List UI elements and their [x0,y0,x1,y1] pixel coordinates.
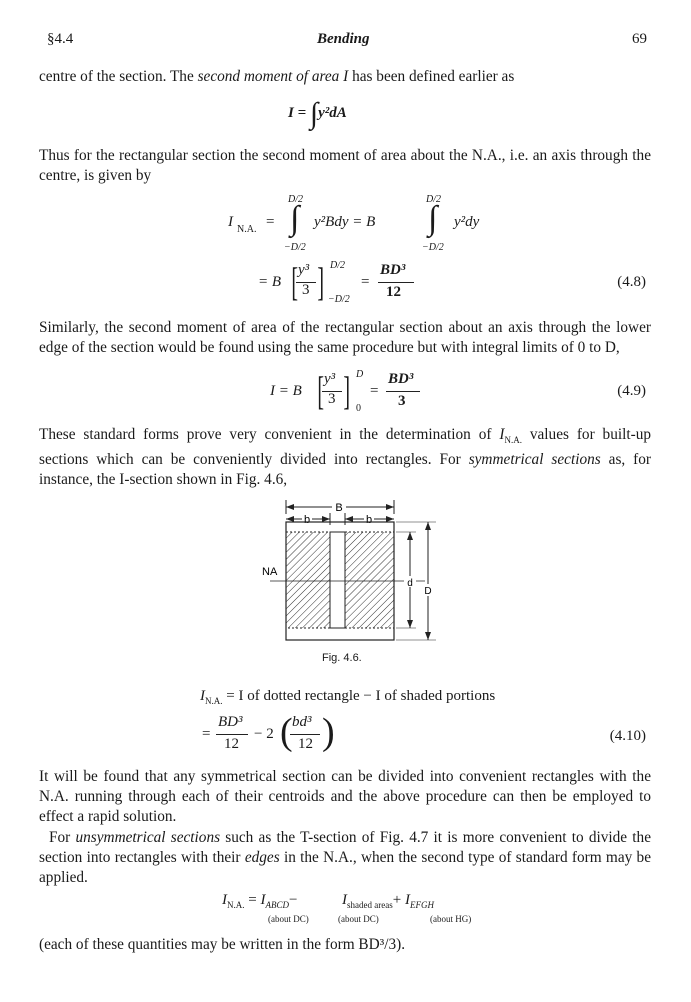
equation-number-4-8: (4.8) [617,274,646,290]
figure-caption: Fig. 4.6. [322,652,362,664]
integrand-1: y²Bdy = B [314,214,376,230]
label-B: B [335,502,343,514]
i-na: I [200,688,205,704]
shaded-portion-left [286,532,330,628]
equation-second-moment [288,97,347,131]
i-na-sub: N.A. [237,224,257,235]
plus: + [392,892,402,908]
paragraph-rect: Thus for the rectangular section the second moment of area about the N.A., i.e. an axis through the centre, is given by [39,147,651,184]
equation-number-4-10: (4.10) [609,728,646,744]
emphasis: symmetrical sections [468,451,601,469]
term1-den: 12 [224,736,239,752]
minus-two: − 2 [254,726,274,742]
dimension-b-right [345,513,394,526]
eq-rest: = I of dotted rectangle − I of shaded portions [226,688,496,704]
i-abcd-sub: ABCD [265,900,289,910]
i-na-sub: N.A. [205,696,223,706]
upper-limit: D/2 [330,260,345,271]
shaded-portion-right [345,532,394,628]
label-NA: NA [262,566,278,578]
running-title: Bending [317,31,370,47]
note-about-dc-2: (about DC) [338,914,379,924]
result-den: 3 [398,393,406,409]
emphasis: edges [244,849,280,866]
frac-den: 3 [302,282,310,298]
text: These standard forms prove very convenient in the determination of [39,426,500,443]
paragraph-symmetric: It will be found that any symmetrical section can be divided into convenient rectangles with the N.A. running through each of their centroids and the above procedure can then be employed to effect a rapid solution. [39,768,651,825]
dimension-d [396,532,416,628]
dimension-b-left [286,513,330,526]
dimension-B [286,500,394,514]
bracket-left: [ [317,368,324,413]
equals: = [370,383,379,399]
paragraph-closing: (each of these quantities may be written in the form BD³/3). [39,936,406,953]
equation-unsymmetric [222,892,522,928]
i-na: I [499,426,505,443]
bracket-right: ] [343,368,350,413]
integrand-2: y²dy [454,214,480,230]
text: For [49,829,76,846]
minus: − [288,892,298,908]
bracket-left: [ [291,259,298,304]
lower-limit: −D/2 [422,242,444,253]
upper-limit: D [356,369,364,380]
integral-sign: ∫ [290,200,300,237]
lower-limit: −D/2 [328,294,350,305]
bracket-right: ] [317,259,324,304]
equation-4-9 [270,368,420,415]
frac-den: 3 [328,391,336,407]
section-number: §4.4 [47,31,74,47]
frac-num: y³ [298,262,310,278]
paren-left: ( [280,711,293,753]
term2-den: 12 [298,736,313,752]
frac-num: y³ [324,371,336,387]
integral-sign: ∫ [309,97,319,130]
paragraph-unsymmetric [39,828,651,888]
i-na-sub: N.A. [504,435,522,446]
label-D: D [424,586,432,597]
lower-limit: −D/2 [284,242,306,253]
emphasis: unsymmetrical sections [75,829,221,846]
paragraph-lower-edge: Similarly, the second moment of area of the rectangular section about an axis through the lower edge of the section would be found using the same procedure but with integral limits of 0 to D, [39,319,651,356]
term2-num: bd³ [292,714,312,730]
paragraph-intro [39,67,651,87]
equation-4-8-line2 [258,259,408,306]
upper-limit: D/2 [288,194,303,205]
frac-line [216,734,248,735]
figure-i-section [240,492,460,652]
eq-prefix: I = B [270,383,302,399]
text: as, for instance, the I-section shown in Fig. 4.6, [39,451,652,489]
upper-limit: D/2 [426,194,441,205]
text: has been defined earlier as [348,68,515,85]
paragraph-standard-forms [39,425,651,490]
frac-line [378,282,414,283]
result-num: BD³ [388,371,414,387]
i-efgh: I [404,892,410,908]
equals: = [361,274,370,290]
lower-limit: 0 [356,403,361,414]
label-b-right: b [365,514,373,526]
i-shaded-sub: shaded areas [347,900,393,910]
equation-4-10-line2 [202,712,342,758]
page-number: 69 [632,31,647,47]
emphasis: second moment of area I [197,68,349,85]
eq-prefix: = B [258,274,282,290]
i-na: I [222,892,227,908]
i-shaded: I [342,892,347,908]
eq-lhs: I = [288,105,307,121]
equals: = [202,726,211,742]
equals: = [248,892,257,908]
text: values for built-up sections which can be conveniently divided into rectangles. For [39,426,651,469]
term1-num: BD³ [218,714,243,730]
integral-sign: ∫ [428,200,438,237]
equation-number-4-9: (4.9) [617,383,646,399]
equals: = [266,214,275,230]
eq-rhs: y²dA [318,105,347,121]
frac-line [386,391,420,392]
note-about-dc-1: (about DC) [268,914,309,924]
text: centre of the section. The [39,68,198,85]
paren-right: ) [322,711,335,753]
page-header [47,31,647,53]
text: such as the T-section of Fig. 4.7 it is more convenient to divide the section into rectangles with their [39,829,651,866]
text: in the N.A., when the second type of standard form may be applied. [39,849,651,886]
web [330,532,345,628]
label-d: d [407,578,413,589]
label-b-left: b [303,514,311,526]
result-den: 12 [386,284,401,300]
i-abcd: I [260,892,266,908]
i-efgh-sub: EFGH [409,900,434,910]
i-na-sub: N.A. [227,900,245,910]
equation-4-10-line1 [200,688,495,706]
result-num: BD³ [380,262,406,278]
i-na: I [228,214,233,230]
frac-line [290,734,320,735]
note-about-hg: (about HG) [430,914,472,924]
